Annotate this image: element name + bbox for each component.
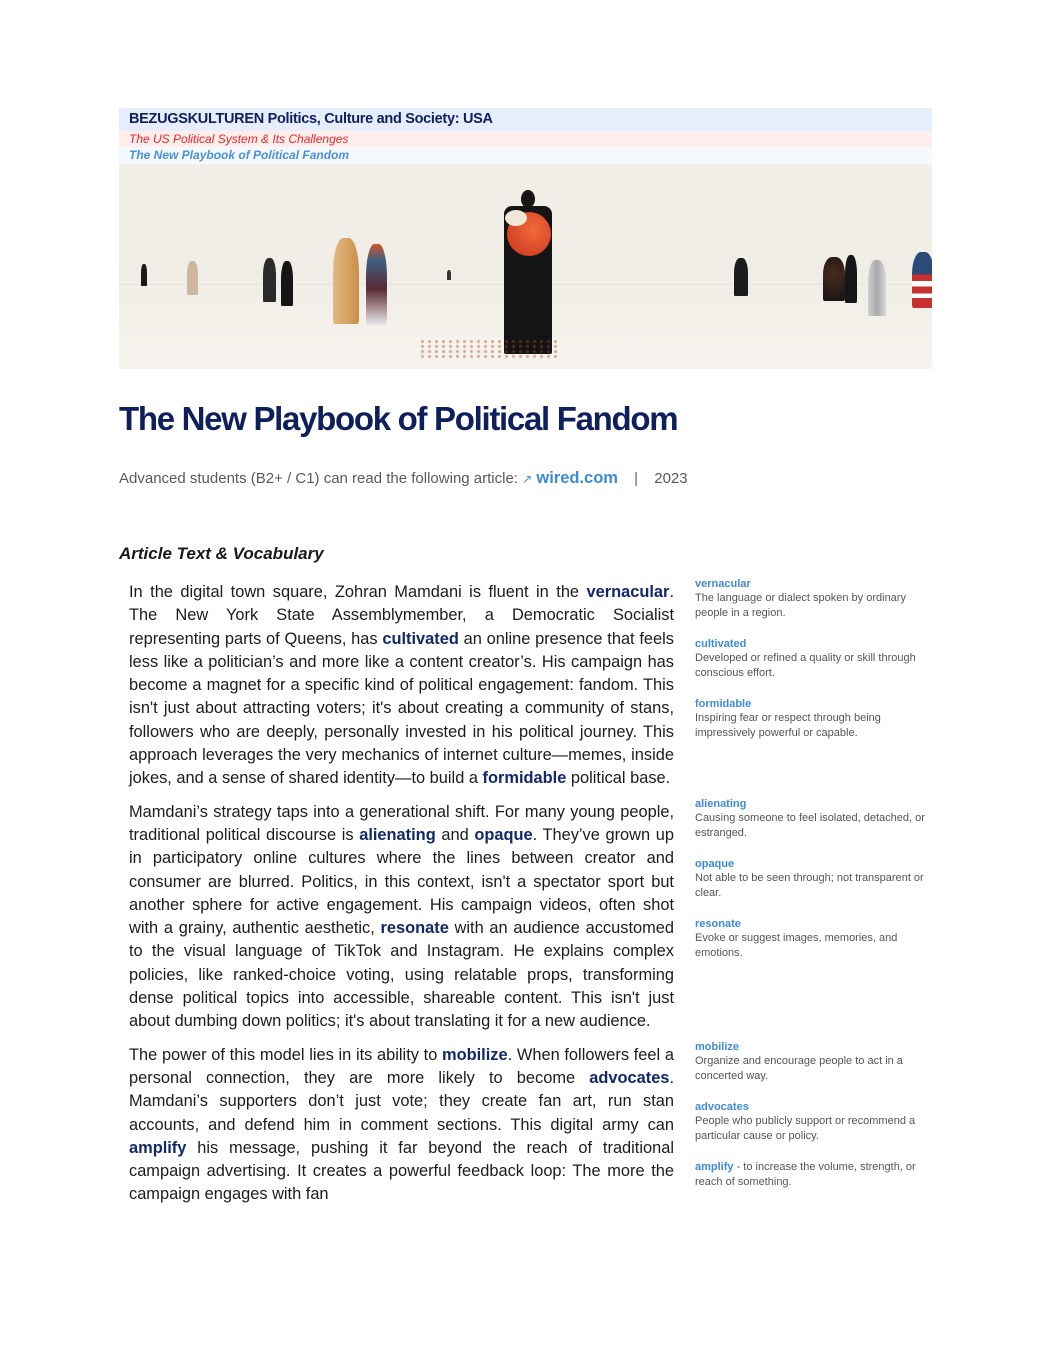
glossary-item: [695, 857, 930, 901]
glossary-item: [695, 917, 930, 961]
glossary-definition: Developed or refined a quality or skill through conscious effort.: [695, 652, 916, 679]
glossary-item: [695, 1100, 930, 1144]
figure-suit: [281, 261, 293, 306]
figure-grey-robe: [868, 260, 886, 316]
glossary-term: opaque: [695, 857, 735, 870]
vocab-word: mobilize: [442, 1045, 508, 1064]
glossary-item: [695, 637, 930, 681]
glossary-item: [695, 1160, 930, 1190]
figure-small: [141, 264, 147, 286]
glossary-definition: People who publicly support or recommend a particular cause or policy.: [695, 1114, 916, 1142]
figure-pair-1: [734, 258, 748, 296]
vocab-word: resonate: [380, 919, 449, 938]
paragraph-text: with an audience accustomed to the visual language of TikTok and Instagram. He explains complex policies, like ranked-choice voting, using relatable props, transforming dense political topics into accessible, shareable content. This isn't just about dumbing down politics; it's about translating it for a new audience.: [129, 919, 674, 1031]
glossary-column: [695, 797, 930, 977]
glossary-definition: Causing someone to feel isolated, detached, or estranged.: [695, 811, 925, 839]
hero-illustration: [119, 164, 932, 369]
vocab-word: alienating: [359, 825, 436, 844]
paragraph-text: In the digital town square, Zohran Mamdani is fluent in the: [129, 583, 587, 601]
paragraph-text: political base.: [566, 769, 671, 788]
vocab-word: opaque: [474, 825, 533, 844]
course-header: BEZUGSKULTUREN Politics, Culture and Society: USA: [119, 108, 932, 131]
figure-tan-coat: [333, 238, 359, 324]
figure-fluffy: [823, 257, 845, 301]
article-body: [119, 578, 932, 1207]
paragraph-text: The power of this model lies in its ability to: [129, 1045, 443, 1064]
figure-beige: [187, 261, 198, 295]
paragraph-text: . The New York State Assemblymember, a Democratic Socialist representing parts of Queens, has: [129, 583, 674, 648]
glossary-term: mobilize: [695, 1040, 740, 1053]
external-link-icon: ↗: [522, 472, 533, 486]
worksheet-page: [119, 108, 932, 1207]
paragraph-text: . Mamdani’s supporters don’t just vote; they create fan art, run stan accounts, and defend him in comment sections. This digital army can: [129, 1068, 674, 1134]
paragraph-text: . They’ve grown up in participatory online cultures where the lines between creator and consumer are blurred. Politics, in this context, isn't a spectator sport but another sphere for active engagement. His campaign videos, often shot with a grainy, authentic aesthetic,: [129, 825, 674, 938]
unit-header: The US Political System & Its Challenges: [119, 131, 932, 147]
glossary-definition: Organize and encourage people to act in a concerted way.: [695, 1054, 903, 1082]
publication-year: 2023: [654, 470, 688, 487]
figure-striped-coat: [366, 244, 387, 326]
article-paragraph: [129, 801, 674, 1034]
glossary-term: advocates: [695, 1100, 749, 1113]
glossary-term: amplify: [695, 1160, 734, 1173]
glossary-term: cultivated: [695, 638, 747, 650]
paragraph-text: his message, pushing it far beyond the reach of traditional campaign advertising. It creates a powerful feedback loop: The more the campaign engages with fan: [129, 1138, 674, 1204]
glossary-definition: Inspiring fear or respect through being impressively powerful or capable.: [695, 712, 881, 739]
figure-us-flag: [912, 252, 932, 308]
glossary-term: alienating: [695, 797, 747, 810]
figure-distant: [447, 270, 451, 280]
section-title: Article Text & Vocabulary: [119, 544, 324, 563]
article-meta: [119, 468, 932, 489]
scattered-debris: [419, 339, 559, 359]
glossary-item: [695, 797, 930, 841]
paragraph-text: and: [435, 825, 475, 844]
figure-dark-coat: [263, 258, 276, 302]
topic-header: The New Playbook of Political Fandom: [119, 147, 932, 164]
glossary-term: resonate: [695, 917, 741, 930]
vocab-word: advocates: [589, 1068, 670, 1087]
glossary-column: [695, 577, 930, 757]
article-row: [119, 578, 932, 791]
glossary-definition: The language or dialect spoken by ordinary people in a region.: [695, 592, 906, 619]
glossary-term: formidable: [695, 698, 752, 710]
glossary-item: [695, 577, 930, 621]
glossary-item: [695, 697, 930, 741]
figure-suit-right: [845, 255, 857, 303]
vocab-word: vernacular: [586, 583, 670, 601]
meta-separator: |: [634, 470, 639, 487]
article-paragraph: [129, 1044, 674, 1207]
glossary-definition: - to increase the volume, strength, or reach of something.: [695, 1160, 916, 1188]
vocab-word: cultivated: [382, 629, 459, 648]
glossary-column: [695, 1040, 930, 1206]
glossary-term: vernacular: [695, 578, 751, 590]
vocab-word: formidable: [482, 769, 567, 788]
article-title: The New Playbook of Political Fandom: [119, 400, 678, 437]
cream-circle-emblem: [505, 210, 527, 226]
vocab-word: amplify: [129, 1138, 187, 1157]
glossary-item: [695, 1040, 930, 1084]
paragraph-text: an online presence that feels less like a politician’s and more like a content creator’s. His campaign has become a magnet for a specific kind of political engagement: fandom. This isn't just about attracting voters; it's about creating a community of stans, followers who are deeply, personally invested in his political journey. This approach leverages the very mechanics of internet culture—memes, inside jokes, and a sense of shared identity—to build a: [129, 629, 674, 788]
glossary-definition: Evoke or suggest images, memories, and emotions.: [695, 931, 898, 959]
paragraph-text: Mamdani’s strategy taps into a generational shift. For many young people, traditional political discourse is: [129, 802, 674, 844]
article-paragraph: [129, 581, 674, 791]
source-link[interactable]: wired.com: [536, 469, 618, 487]
paragraph-text: . When followers feel a personal connection, they are more likely to become: [129, 1045, 674, 1087]
reading-level-note: Advanced students (B2+ / C1) can read the following article:: [119, 470, 523, 487]
article-row: [119, 797, 932, 1034]
glossary-definition: Not able to be seen through; not transparent or clear.: [695, 871, 924, 899]
article-row: [119, 1040, 932, 1207]
